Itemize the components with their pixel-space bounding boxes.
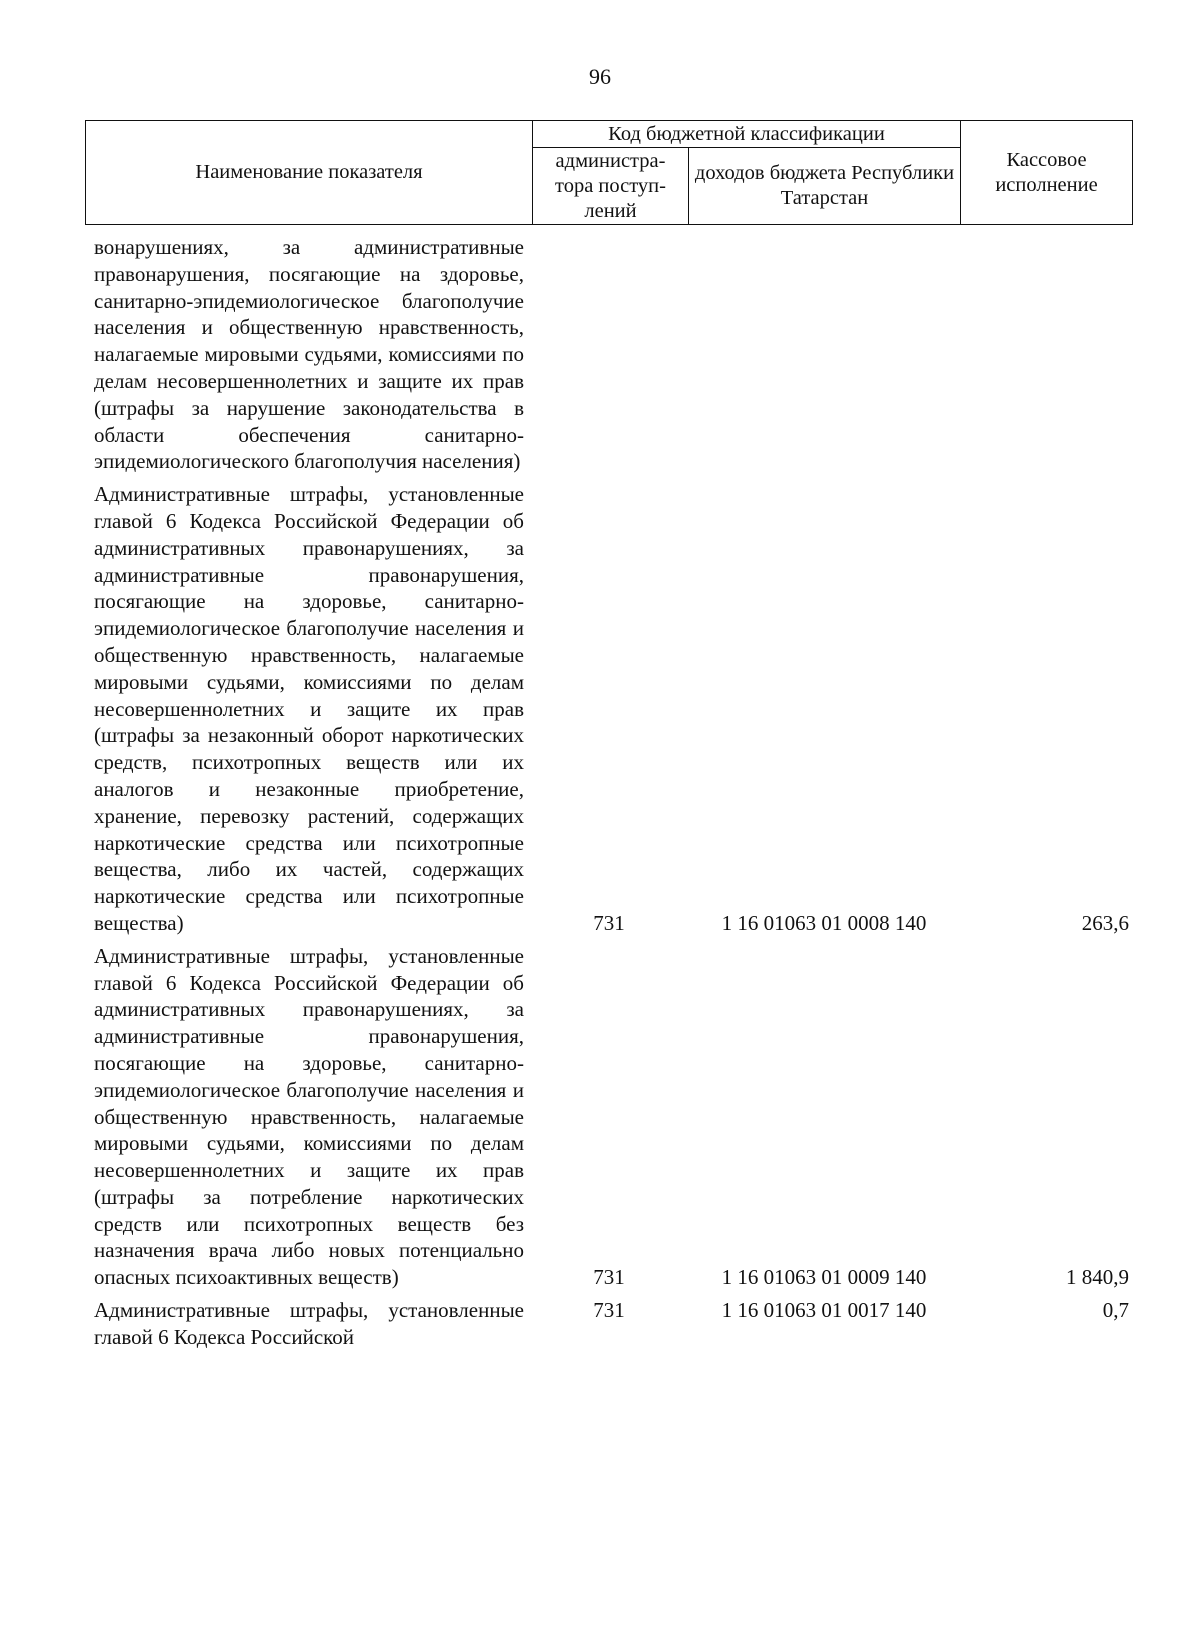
table-header bbox=[85, 120, 1133, 225]
row-execution-amount: 263,6 bbox=[1081, 910, 1129, 935]
row-admin-code: 731 bbox=[593, 910, 625, 935]
header-code-group: Код бюджетной классификации bbox=[533, 121, 961, 148]
row-description: Административные штрафы, установленные главой 6 Кодекса Российской Федерации об административных правонарушениях, за административные правонарушения, посягающие на здоровье, санитарно-эпидемиологическое благополучие населения и общественную нравственность, налагаемые мировыми судьями, комиссиями по делам несовершеннолетних и защите их прав (штрафы за потребление наркотических средств или психотропных веществ без назначения врача либо новых потенциально опасных психоактивных веществ) bbox=[94, 943, 524, 1290]
table-row bbox=[94, 943, 1134, 1291]
row-admin-code: 731 bbox=[593, 1298, 625, 1323]
row-income-code: 1 16 01063 01 0008 140 bbox=[721, 910, 927, 935]
row-income-code: 1 16 01063 01 0017 140 bbox=[721, 1298, 927, 1323]
row-execution-amount: 1 840,9 bbox=[1066, 1265, 1129, 1290]
table-row bbox=[94, 234, 1134, 475]
page-number: 96 bbox=[589, 64, 611, 89]
header-admin-column: администра-тора поступ-лений bbox=[533, 148, 689, 225]
row-execution-amount: 0,7 bbox=[1102, 1298, 1129, 1323]
row-description: Административные штрафы, установленные главой 6 Кодекса Российской bbox=[94, 1298, 524, 1349]
row-admin-code: 731 bbox=[593, 1265, 625, 1290]
header-execution-column: Кассовое исполнение bbox=[961, 121, 1133, 225]
table-body bbox=[94, 234, 1134, 1357]
header-income-column: доходов бюджета Республики Татарстан bbox=[689, 148, 961, 225]
table-row bbox=[94, 481, 1134, 937]
row-income-code: 1 16 01063 01 0009 140 bbox=[721, 1265, 927, 1290]
row-description: вонарушениях, за административные правонарушения, посягающие на здоровье, санитарно-эпидемиологическое благополучие населения и общественную нравственность, налагаемые мировыми судьями, комиссиями по делам несовершеннолетних и защите их прав (штрафы за нарушение законодательства в области обеспечения санитарно-эпидемиологического благополучия населения) bbox=[94, 235, 524, 474]
row-description: Административные штрафы, установленные главой 6 Кодекса Российской Федерации об административных правонарушениях, за административные правонарушения, посягающие на здоровье, санитарно-эпидемиологическое благополучие населения и общественную нравственность, налагаемые мировыми судьями, комиссиями по делам несовершеннолетних и защите их прав (штрафы за незаконный оборот наркотических средств, психотропных веществ или их аналогов и незаконные приобретение, хранение, перевозку растений, содержащих наркотические средства или психотропные вещества, либо их частей, содержащих наркотические средства или психотропные вещества) bbox=[94, 482, 524, 935]
header-name-column: Наименование показателя bbox=[86, 121, 533, 225]
table-row bbox=[94, 1297, 1134, 1351]
